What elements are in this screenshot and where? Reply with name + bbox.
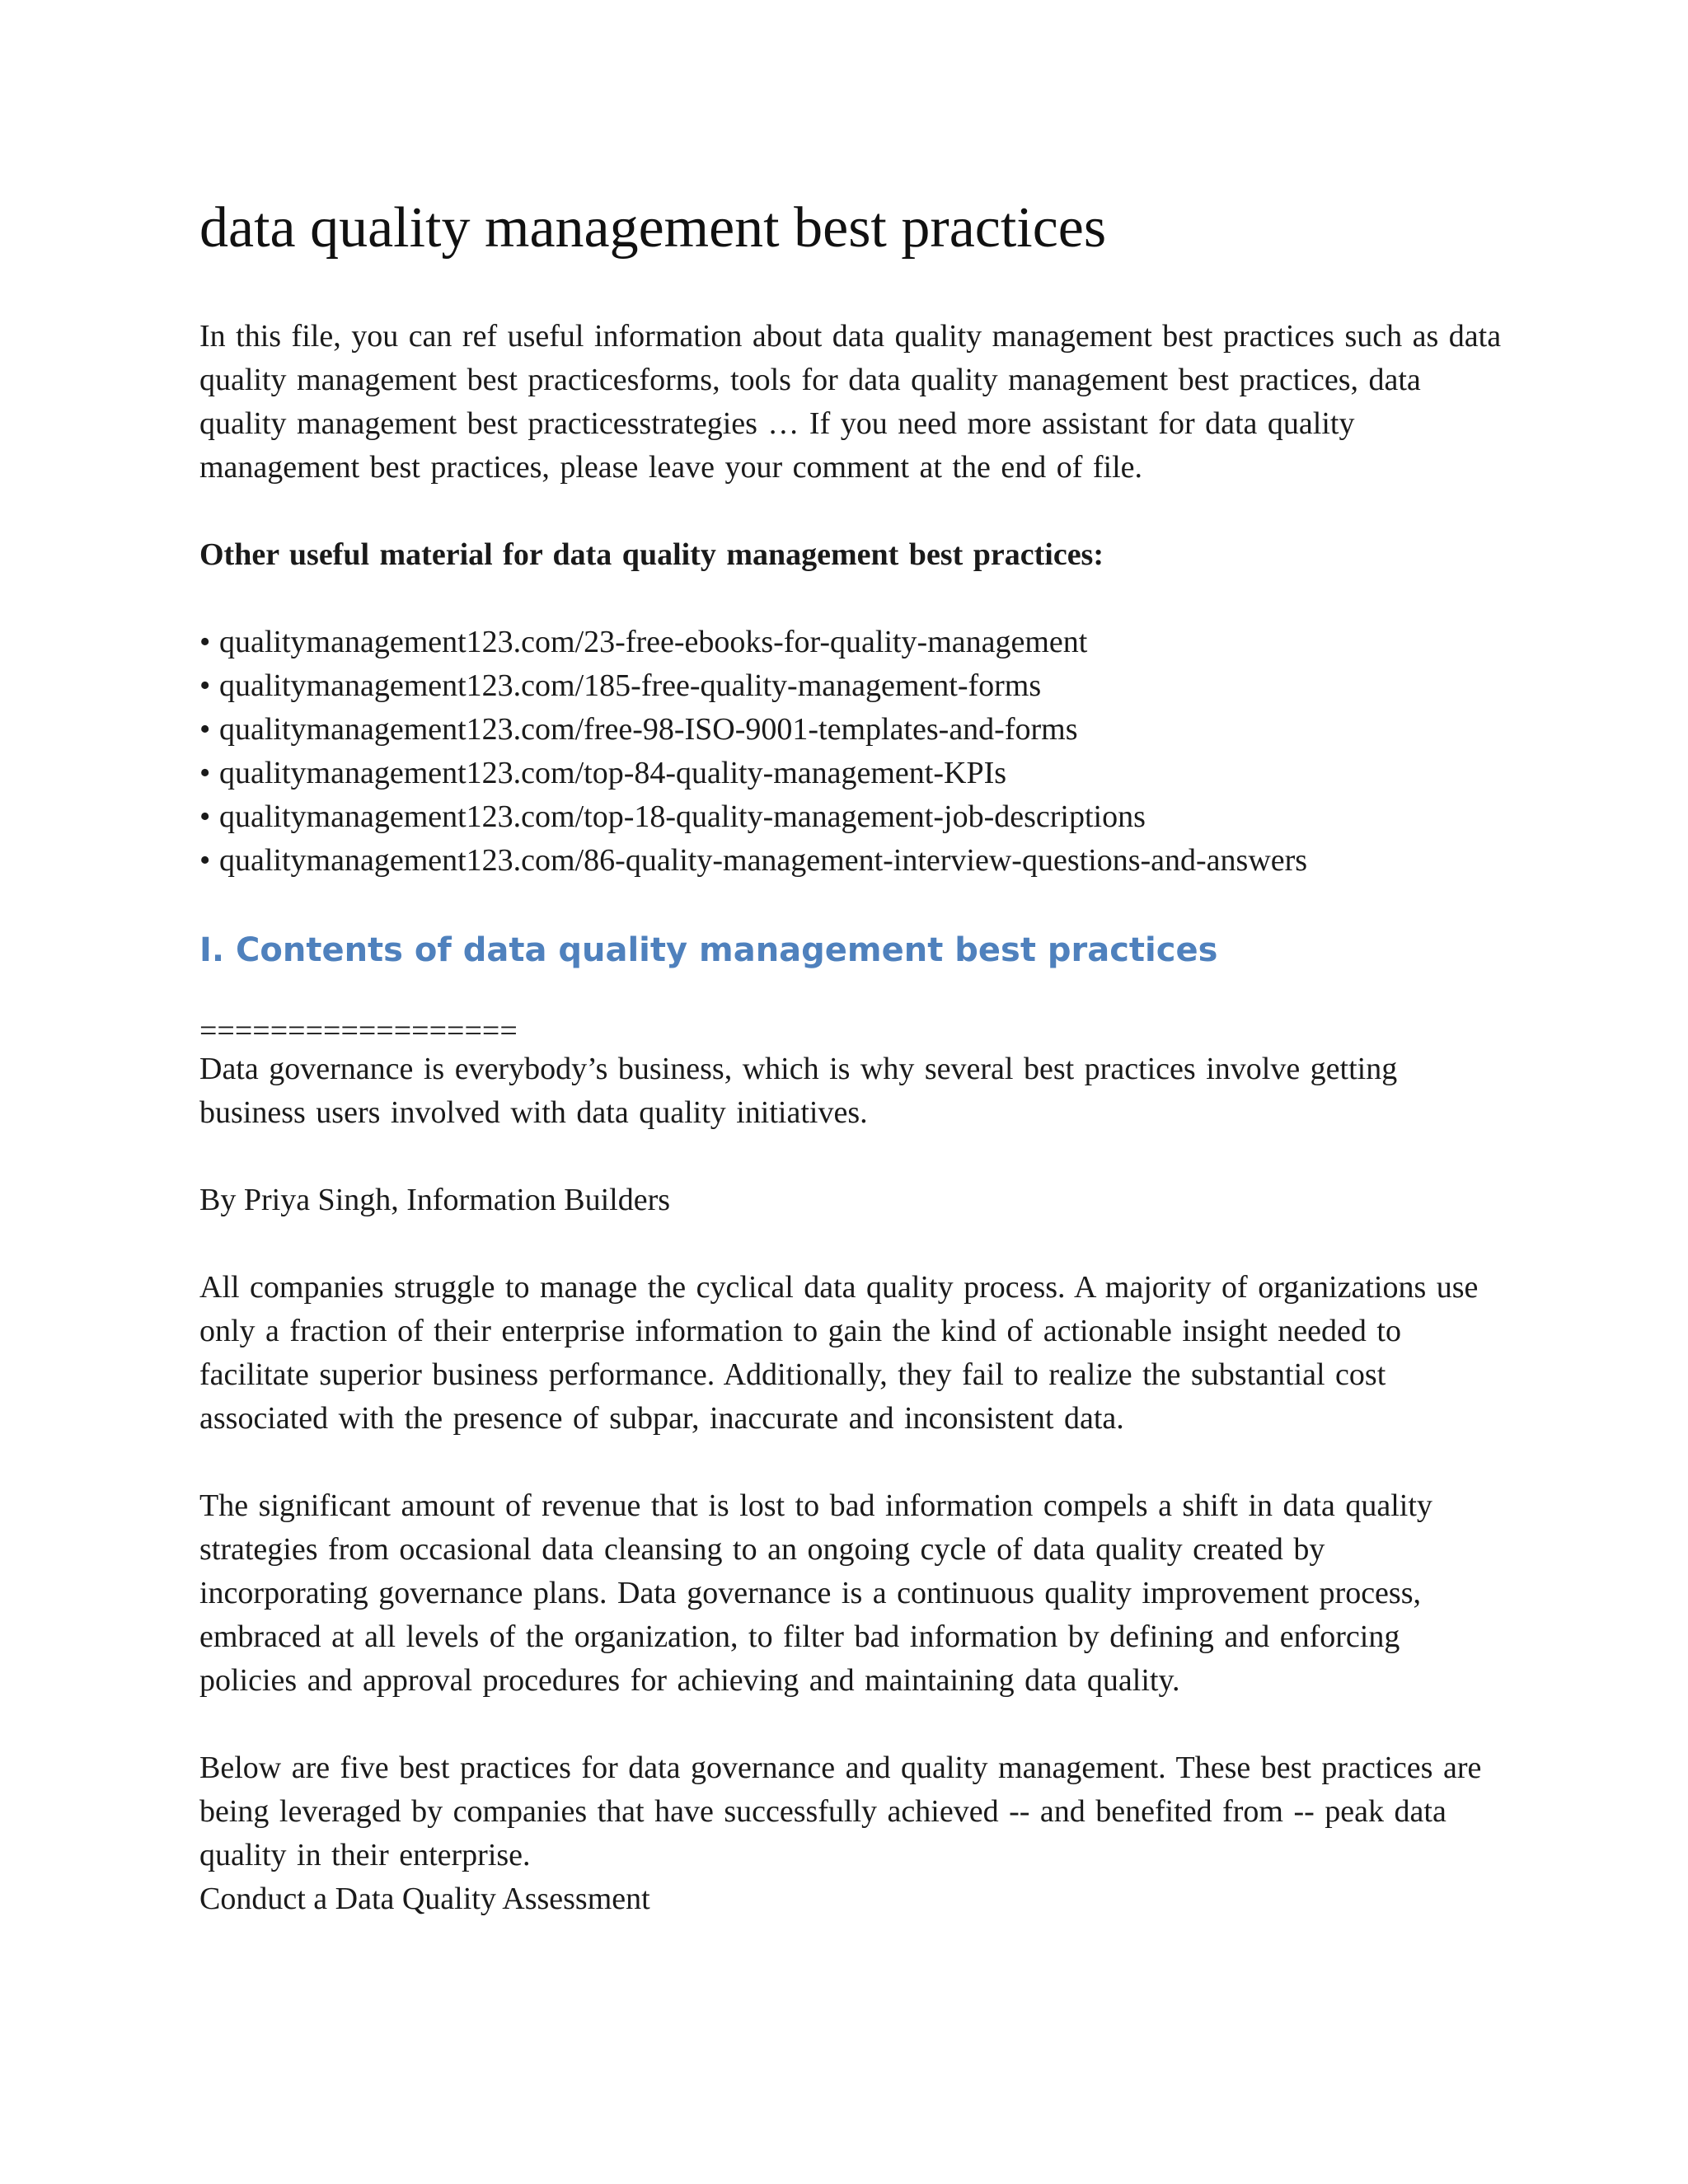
resource-link-text[interactable]: qualitymanagement123.com/top-84-quality-management-KPIs [219,756,1007,790]
bullet-icon: • [199,625,211,659]
byline: By Priya Singh, Information Builders [199,1183,671,1217]
resource-link-text[interactable]: qualitymanagement123.com/23-free-ebooks-for-quality-management [219,625,1088,659]
bullet-icon: • [199,668,211,703]
resource-link-item[interactable] [199,839,1502,883]
resource-link-item[interactable] [199,708,1502,752]
other-material-heading: Other useful material for data quality management best practices: [199,537,1104,572]
companies-paragraph: All companies struggle to manage the cyclical data quality process. A majority of organizations use only a fraction of their enterprise information to gain the kind of actionable insight needed to facilitate superior business performance. Additionally, they fail to realize the substantial cost associated with the presence of subpar, inaccurate and inconsistent data. [199,1270,1479,1436]
bullet-icon: • [199,843,211,878]
resource-link-item[interactable] [199,795,1502,839]
resource-link-text[interactable]: qualitymanagement123.com/185-free-quality-management-forms [219,668,1042,703]
governance-paragraph: Data governance is everybody’s business, which is why several best practices involve getting business users involved with data quality initiatives. [199,1052,1398,1130]
resource-link-list [199,621,1502,883]
document-title: data quality management best practices [199,196,1107,260]
resource-link-item[interactable] [199,752,1502,795]
resource-link-text[interactable]: qualitymanagement123.com/free-98-ISO-9001-templates-and-forms [219,712,1078,747]
separator-line: ================== [199,1015,518,1047]
resource-link-text[interactable]: qualitymanagement123.com/86-quality-management-interview-questions-and-answers [219,843,1308,878]
assessment-subheading: Conduct a Data Quality Assessment [199,1882,650,1916]
intro-paragraph: In this file, you can ref useful information about data quality management best practices such as data quality management best practicesforms, tools for data quality management best practices, data quality management best practicesstrategies … If you need more assistant for data quality management best practices, please leave your comment at the end of file. [199,319,1502,485]
section-heading-contents: I. Contents of data quality management best practices [199,931,1218,969]
bullet-icon: • [199,756,211,790]
resource-link-item[interactable] [199,664,1502,708]
bullet-icon: • [199,712,211,747]
resource-link-text[interactable]: qualitymanagement123.com/top-18-quality-management-job-descriptions [219,799,1146,834]
best-practices-paragraph: Below are five best practices for data governance and quality management. These best practices are being leveraged by companies that have successfully achieved -- and benefited from -- peak data quality in their enterprise. [199,1750,1482,1872]
document-content [199,191,1502,1921]
bullet-icon: • [199,799,211,834]
revenue-paragraph: The significant amount of revenue that is lost to bad information compels a shift in data quality strategies from occasional data cleansing to an ongoing cycle of data quality created by incorporating governance plans. Data governance is a continuous quality improvement process, embraced at all levels of the organization, to filter bad information by defining and enforcing policies and approval procedures for achieving and maintaining data quality. [199,1488,1432,1698]
resource-link-item[interactable] [199,621,1502,664]
